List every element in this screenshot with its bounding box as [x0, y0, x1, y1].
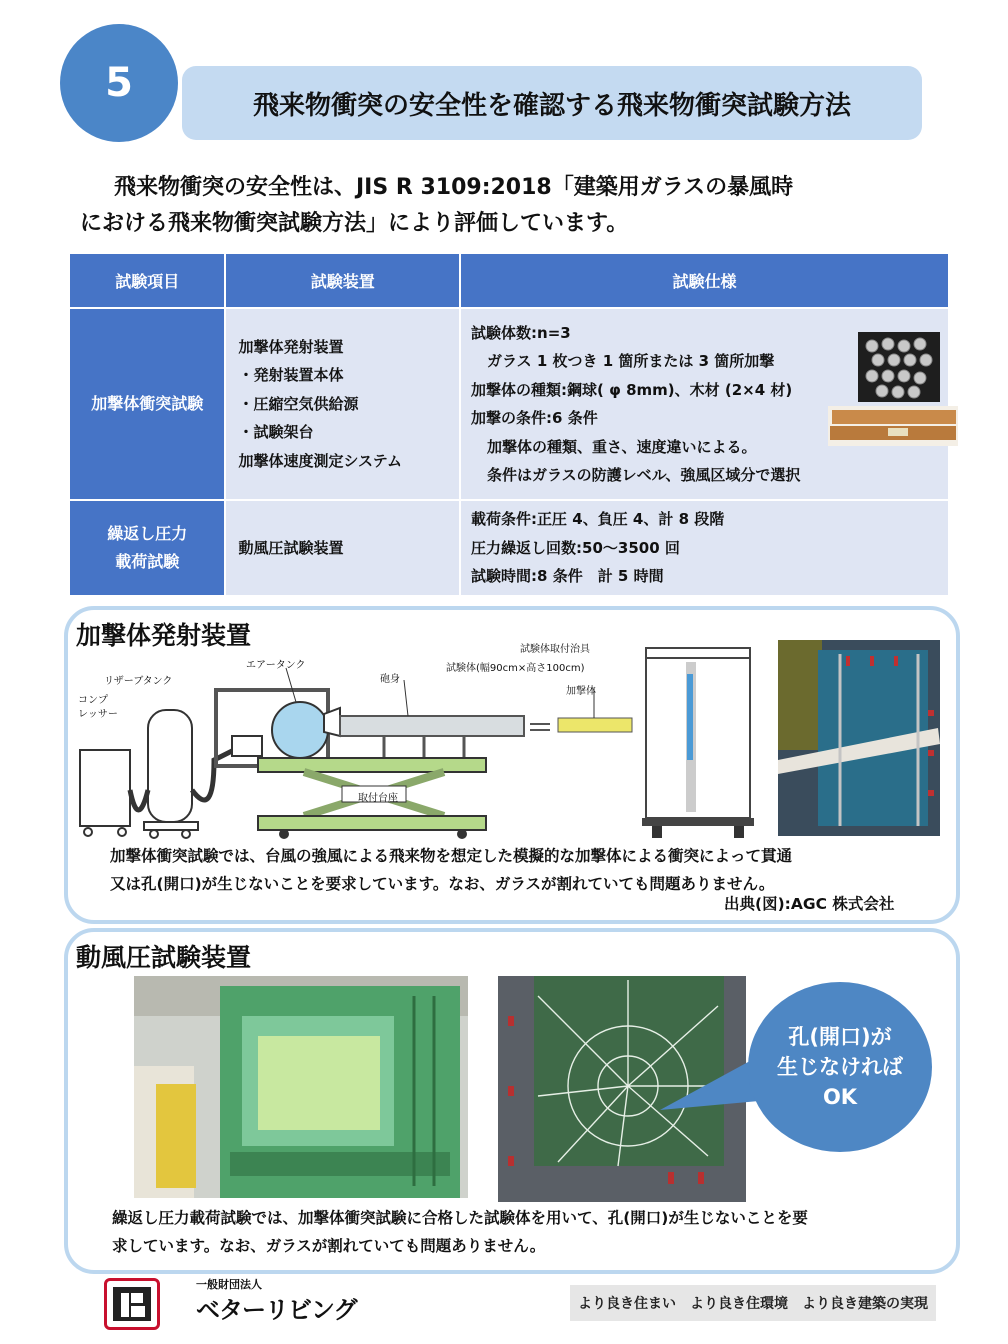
row2-spec-line: 試験時間:8 条件 計 5 時間 [471, 567, 664, 586]
header-test-spec: 試験仕様 [460, 253, 949, 308]
footer-slogan: より良き住まい より良き住環境 より良き建築の実現 [570, 1285, 936, 1321]
row1-device [225, 308, 460, 500]
better-living-logo [104, 1278, 160, 1330]
header-test-item: 試験項目 [69, 253, 225, 308]
label-compressor-l1: コンプ [78, 695, 108, 706]
timber-image [828, 406, 958, 446]
row2-item [69, 500, 225, 596]
row1-device-line: 加撃体発射装置 [238, 337, 344, 356]
org-type: 一般財団法人 [196, 1278, 262, 1291]
wind-pressure-section-title: 動風圧試験装置 [76, 943, 252, 972]
row1-device-line: 加撃体速度測定システム [238, 451, 402, 470]
impact-photo-image [778, 640, 940, 836]
row2-spec [460, 500, 949, 596]
projectile-shape [558, 718, 632, 732]
table-row [69, 500, 949, 596]
row1-spec-line: 加撃体の種類:鋼球( φ 8mm)、木材 (2×4 材) [471, 380, 793, 399]
row1-spec-line: 加撃体の種類、重さ、速度違いによる。 [487, 437, 757, 456]
intro-text [80, 170, 940, 242]
label-compressor-l2: レッサー [78, 709, 118, 720]
intro-line-1: 飛来物衝突の安全性は、JIS R 3109:2018「建築用ガラスの暴風時 [114, 175, 794, 200]
label-projectile: 加撃体 [566, 686, 596, 697]
row1-device-line: ・発射装置本体 [238, 366, 344, 385]
wind-pressure-caption-line-2: 求しています。なお、ガラスが割れていても問題ありません。 [112, 1237, 546, 1255]
row1-device-line: ・試験架台 [238, 423, 314, 442]
row1-spec-line: 加撃の条件:6 条件 [471, 409, 598, 427]
section-number: 5 [105, 60, 133, 106]
logo-mark-icon [107, 1281, 157, 1327]
label-air-tank: エアータンク [246, 660, 306, 671]
label-barrel: 砲身 [380, 674, 400, 685]
section-title: 飛来物衝突の安全性を確認する飛来物衝突試験方法 [182, 66, 922, 140]
bubble-line-3: OK [822, 1085, 858, 1109]
wind-pressure-machine-photo [134, 976, 468, 1198]
launcher-section-title: 加撃体発射装置 [76, 621, 252, 650]
row1-spec-line: 条件はガラスの防護レベル、強風区域分で選択 [487, 466, 801, 484]
table-header-row [69, 253, 949, 308]
steel-balls-image [858, 332, 940, 402]
label-reserve-tank: リザーブタンク [104, 676, 173, 687]
launcher-caption [110, 842, 792, 898]
air-tank-shape [272, 702, 328, 758]
row2-item-line: 載荷試験 [115, 552, 180, 571]
row1-item: 加撃体衝突試験 [69, 308, 225, 500]
row1-spec-line: ガラス 1 枚つき 1 箇所または 3 箇所加撃 [487, 352, 775, 370]
row1-spec-line: 試験体数:n=3 [471, 323, 571, 342]
header-test-device: 試験装置 [225, 253, 460, 308]
mount-top [258, 758, 486, 772]
compressor-shape [80, 750, 130, 826]
section-number-badge [60, 24, 178, 142]
row2-item-line: 繰返し圧力 [107, 524, 188, 543]
org-name: ベターリビング [196, 1296, 357, 1324]
row2-device: 動風圧試験装置 [225, 500, 460, 596]
barrel-shape [340, 716, 524, 736]
label-specimen: 試験体(幅90cm×高さ100cm) [446, 663, 585, 674]
intro-line-2: における飛来物衝突試験方法」により評価しています。 [80, 211, 629, 236]
speech-bubble [748, 982, 932, 1152]
figure-source: 出典(図):AGC 株式会社 [724, 895, 895, 913]
timber-photo [828, 406, 958, 446]
specimen-fixture-diagram [638, 644, 758, 840]
reserve-tank-shape [148, 710, 192, 822]
test-spec-table [68, 252, 950, 597]
wind-pressure-machine-image [134, 976, 468, 1198]
launcher-caption-line-2: 又は孔(開口)が生じないことを要求しています。なお、ガラスが割れていても問題ありません。 [110, 875, 775, 893]
row2-spec-line: 圧力繰返し回数:50～3500 回 [471, 538, 680, 557]
label-fixture: 試験体取付治具 [520, 644, 590, 655]
steel-balls-photo [858, 332, 940, 402]
impact-photo [778, 640, 940, 836]
row2-spec-line: 載荷条件:正圧 4、負圧 4、計 8 段階 [471, 510, 725, 529]
bubble-line-1: 孔(開口)が [788, 1025, 892, 1049]
label-compressor [78, 694, 118, 722]
table-row [69, 308, 949, 500]
specimen-glass-shape [687, 674, 693, 760]
wind-pressure-caption [112, 1204, 808, 1260]
bubble-line-2: 生じなければ [777, 1055, 903, 1079]
launcher-caption-line-1: 加撃体衝突試験では、台風の強風による飛来物を想定した模擬的な加撃体による衝突によって貫通 [110, 847, 793, 865]
label-mount: 取付台座 [358, 793, 398, 804]
row1-device-line: ・圧縮空気供給源 [238, 394, 359, 413]
wind-pressure-caption-line-1: 繰返し圧力載荷試験では、加撃体衝突試験に合格した試験体を用いて、孔(開口)が生じないことを要 [112, 1209, 808, 1227]
